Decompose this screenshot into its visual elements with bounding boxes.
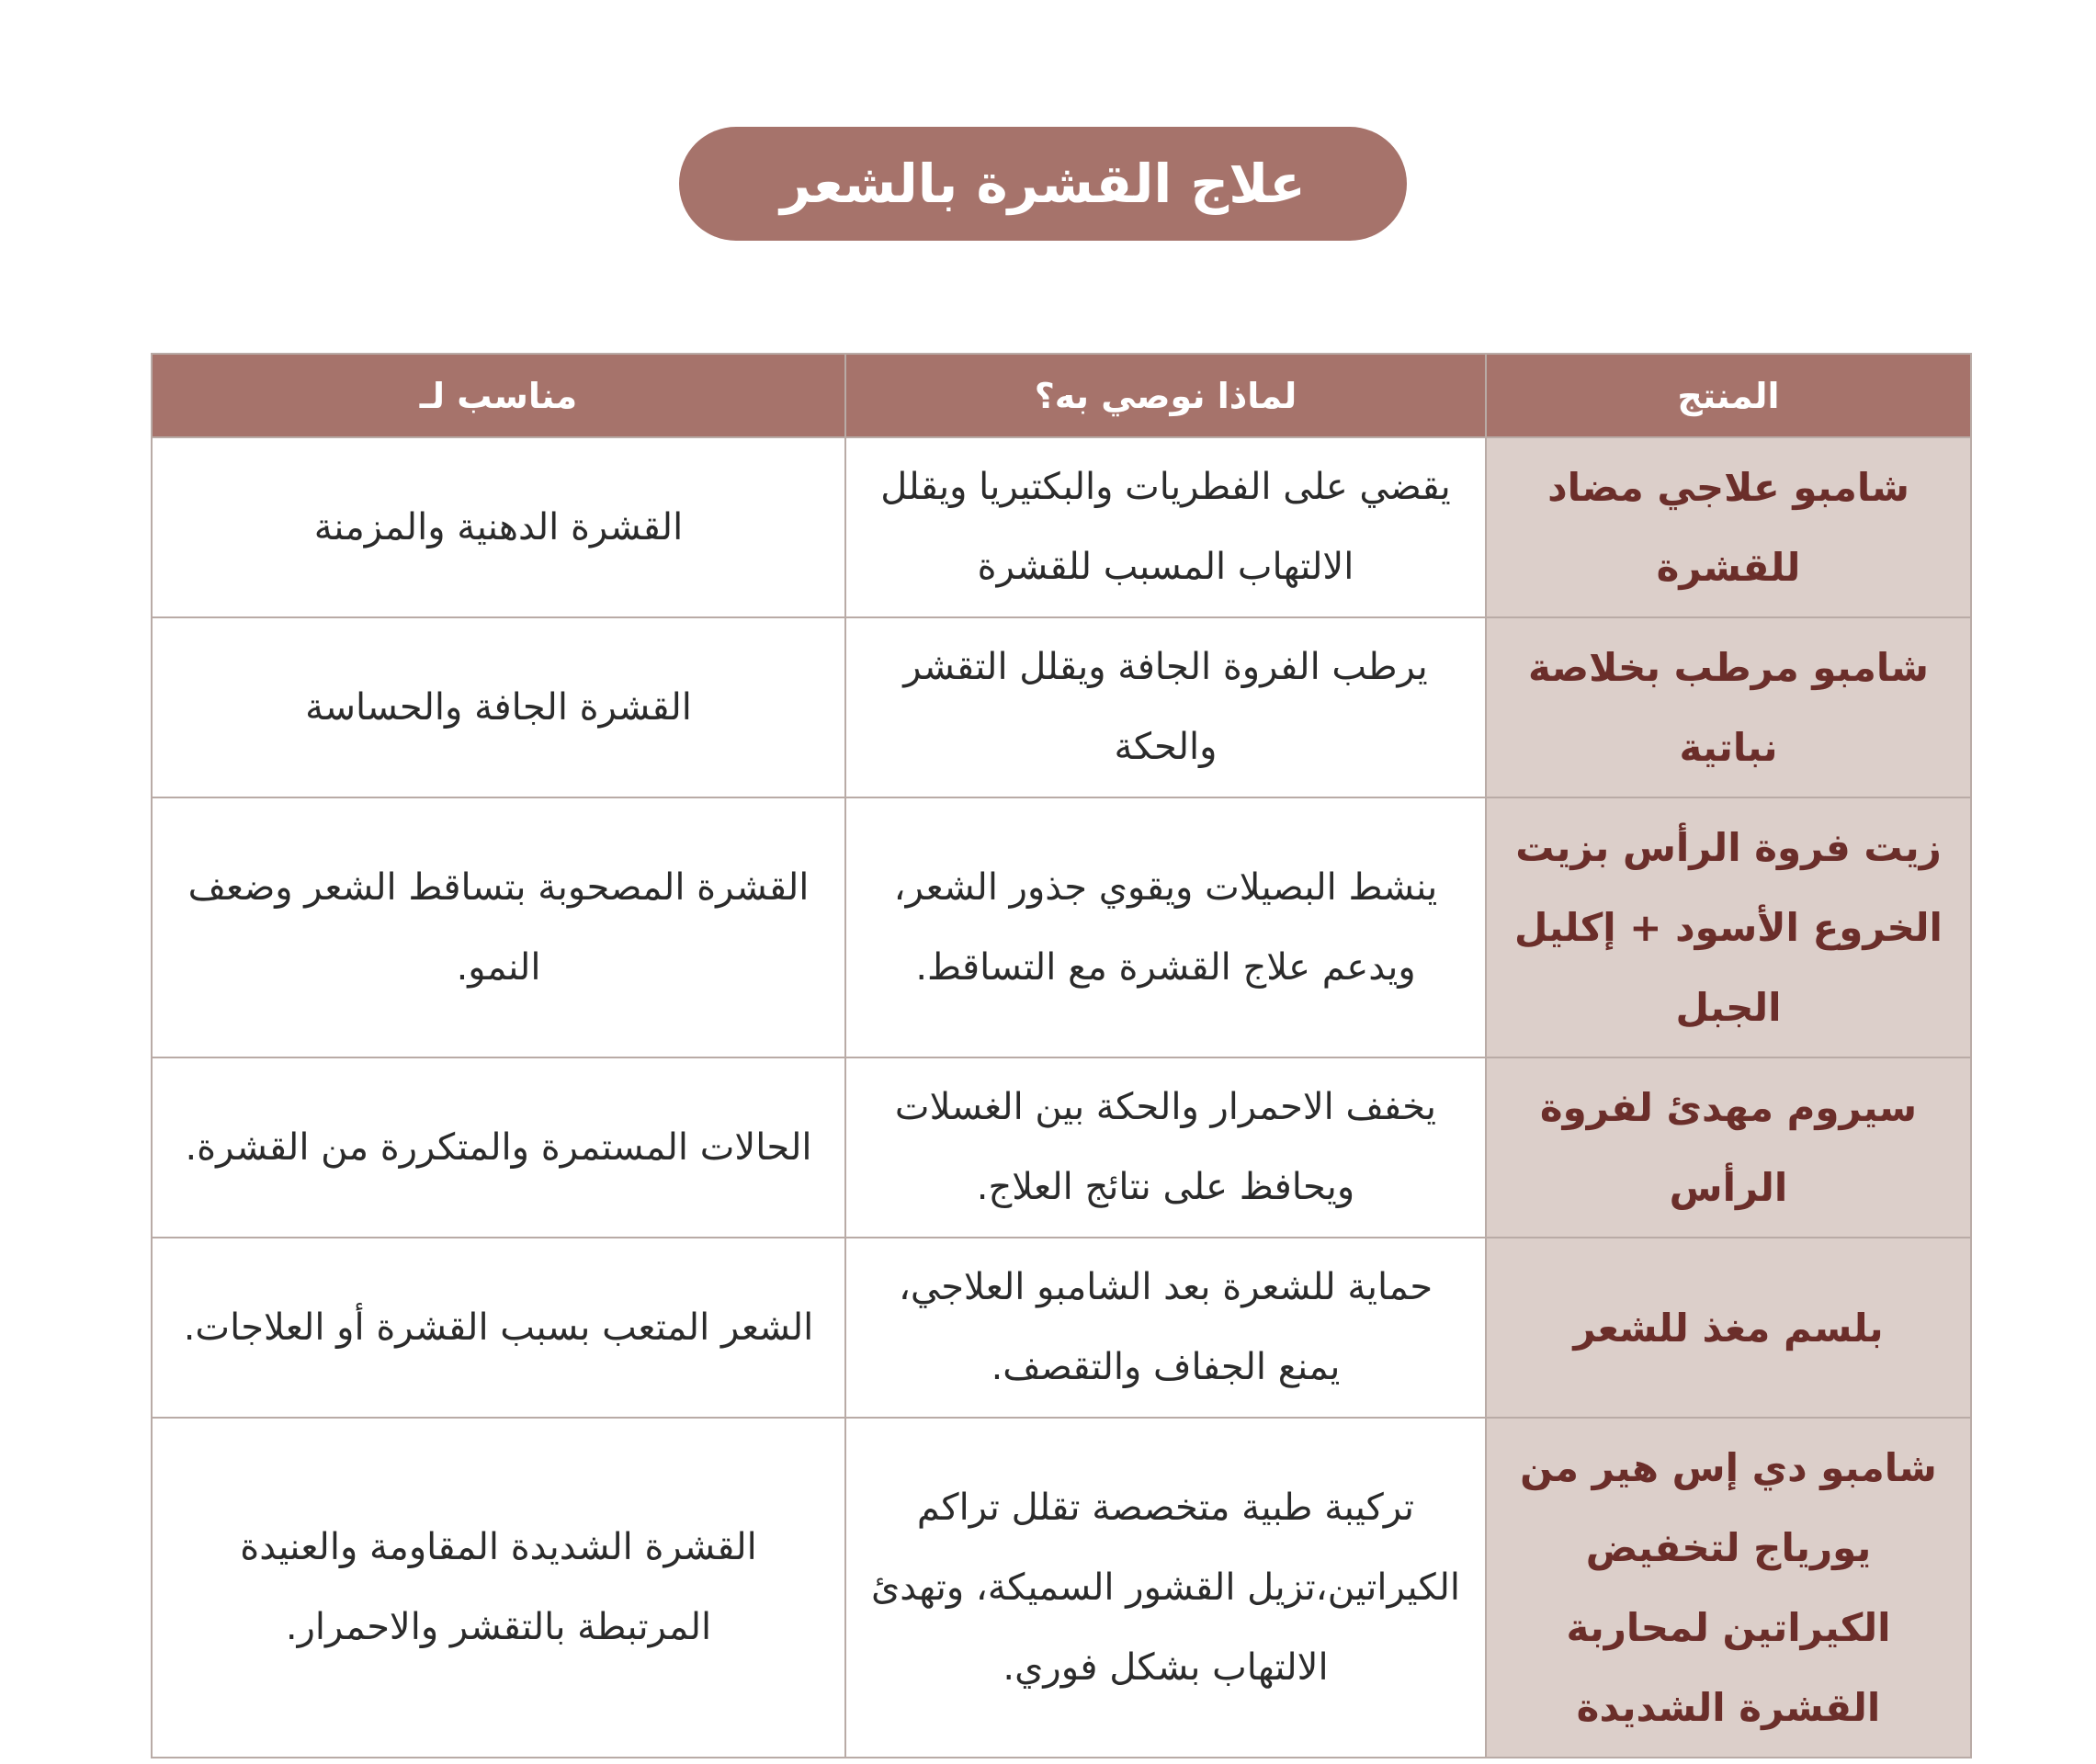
header-product: المنتج <box>1486 354 1971 437</box>
table-row <box>152 1238 1971 1418</box>
table-header <box>152 354 1971 437</box>
table-row <box>152 617 1971 797</box>
product-cell: زيت فروة الرأس بزيت الخروع الأسود + إكليل الجبل <box>1486 797 1971 1057</box>
product-cell: شامبو مرطب بخلاصة نباتية <box>1486 617 1971 797</box>
title-banner <box>679 127 1407 241</box>
why-cell: يقضي على الفطريات والبكتيريا ويقلل الالتهاب المسبب للقشرة <box>845 437 1486 617</box>
table-row <box>152 437 1971 617</box>
page-title: علاج القشرة بالشعر <box>780 153 1306 215</box>
why-cell: حماية للشعرة بعد الشامبو العلاجي، يمنع الجفاف والتقصف. <box>845 1238 1486 1418</box>
product-cell: بلسم مغذ للشعر <box>1486 1238 1971 1418</box>
product-cell: سيروم مهدئ لفروة الرأس <box>1486 1057 1971 1238</box>
suitable-for-cell: القشرة الجافة والحساسة <box>152 617 845 797</box>
suitable-for-cell: القشرة المصحوبة بتساقط الشعر وضعف النمو. <box>152 797 845 1057</box>
why-cell: يخفف الاحمرار والحكة بين الغسلات ويحافظ على نتائج العلاج. <box>845 1057 1486 1238</box>
header-row <box>152 354 1971 437</box>
why-cell: يرطب الفروة الجافة ويقلل التقشر والحكة <box>845 617 1486 797</box>
products-table-container <box>153 353 1972 1758</box>
suitable-for-cell: القشرة الدهنية والمزمنة <box>152 437 845 617</box>
suitable-for-cell: الحالات المستمرة والمتكررة من القشرة. <box>152 1057 845 1238</box>
why-cell: ينشط البصيلات ويقوي جذور الشعر، ويدعم علاج القشرة مع التساقط. <box>845 797 1486 1057</box>
why-cell: تركيبة طبية متخصصة تقلل تراكم الكيراتين،تزيل القشور السميكة، وتهدئ الالتهاب بشكل فوري. <box>845 1418 1486 1758</box>
table-row <box>152 1057 1971 1238</box>
header-for: مناسب لـ <box>152 354 845 437</box>
suitable-for-cell: القشرة الشديدة المقاومة والعنيدة المرتبطة بالتقشر والاحمرار. <box>152 1418 845 1758</box>
product-cell: شامبو دي إس هير من يورياج لتخفيض الكيراتين لمحاربة القشرة الشديدة <box>1486 1418 1971 1758</box>
header-why: لماذا نوصي به؟ <box>845 354 1486 437</box>
products-table <box>151 353 1972 1758</box>
table-row <box>152 797 1971 1057</box>
table-row <box>152 1418 1971 1758</box>
table-body <box>152 437 1971 1758</box>
product-cell: شامبو علاجي مضاد للقشرة <box>1486 437 1971 617</box>
suitable-for-cell: الشعر المتعب بسبب القشرة أو العلاجات. <box>152 1238 845 1418</box>
